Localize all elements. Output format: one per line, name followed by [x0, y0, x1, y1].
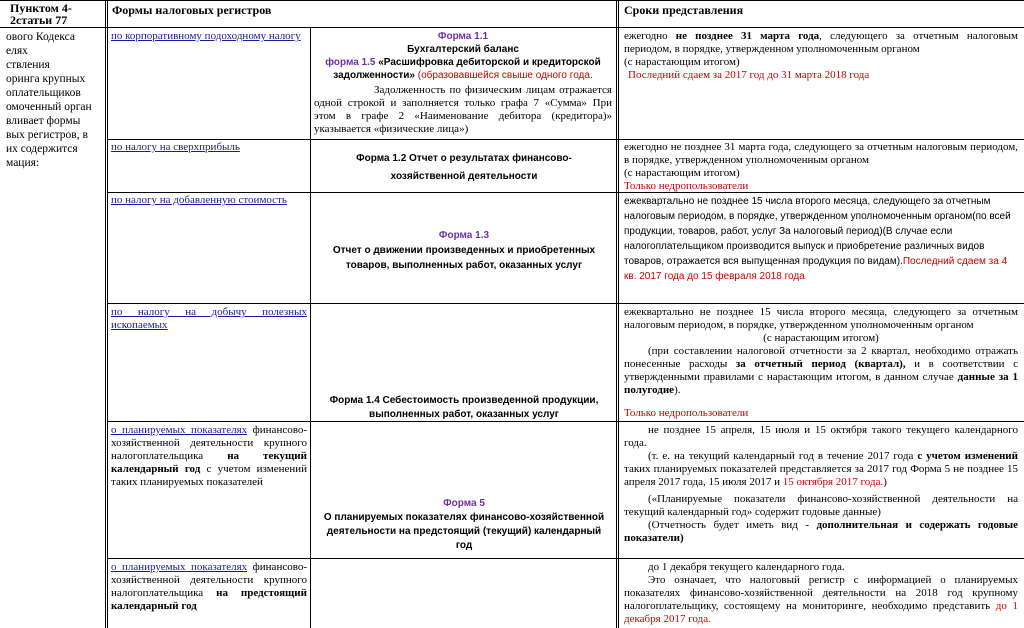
row1-tax: [111, 30, 307, 43]
tax-link-vat[interactable]: по налогу на добавленную стоимость: [111, 194, 287, 206]
deadline-text: ): [883, 476, 887, 488]
col1-line: вых регистров, в: [6, 129, 88, 141]
form2-note: (образовавшейся свыше одного года.: [417, 70, 593, 81]
deadline-bold: с учетом изменений: [917, 450, 1018, 462]
row3-tax: [111, 194, 307, 207]
row2-deadline: [624, 141, 1018, 193]
deadline-text: Это означает, что налоговый регистр с информацией о планируемых показателях финансово-хозяйственной деятельности на 2018 год крупному налогоплательщику, состоящему на мониторинге, необходимо представить: [624, 574, 1018, 612]
deadline-text: таких планируемых показателей представляется за 2017 год Форма 5 не позднее 15 апреля 2017 года, 15 июля 2017 и: [624, 463, 1018, 488]
form-title: Бухгалтерский баланс: [407, 44, 519, 55]
row6-deadline: [624, 561, 1018, 628]
row4-tax: [111, 306, 307, 332]
deadline-red: Последний сдаем за 2017 год до 31 марта 2018 года: [628, 69, 870, 81]
deadline-rest: , следующего за отчетным налоговым периодом, в порядке, утвержденном уполномоченным органом: [624, 30, 1018, 55]
tax-link-corporate[interactable]: по корпоративному подоходному налогу: [111, 30, 301, 42]
row1-deadline: [624, 30, 1018, 82]
col1-divider: [105, 0, 108, 628]
tax-link-planned-next[interactable]: о планируемых показателях: [111, 561, 248, 573]
row-separator: [108, 558, 1024, 559]
tax-bold: на текущий календарный год: [111, 450, 307, 475]
row5-tax: [111, 424, 307, 489]
header-col3: Сроки представления: [624, 4, 744, 17]
table-top-border: [0, 0, 1024, 1]
col3-divider: [616, 0, 619, 628]
tax-link-mineral[interactable]: по налогу на добычу полезных ископаемых: [111, 306, 307, 331]
col1-line: ового Кодекса: [6, 31, 76, 43]
deadline-text: ).: [674, 384, 681, 396]
row6-tax: [111, 561, 307, 613]
deadline-text: (при составлении налоговой отчетности за 2 квартал, необходимо отражать понесенные расходы: [624, 345, 1018, 370]
col1-line: елях: [6, 45, 28, 57]
deadline-red: Только недропользователи: [624, 407, 749, 419]
deadline-text: до 1 декабря текущего календарного года.: [648, 561, 845, 573]
col1-body: [6, 30, 104, 180]
tax-link-excess-profit[interactable]: по налогу на сверхприбыль: [111, 141, 240, 153]
tax-bold: на предстоящий календарный год: [111, 587, 307, 612]
deadline-note: (с нарастающим итогом): [624, 167, 740, 179]
row3-deadline: [624, 194, 1018, 284]
tax-text: с учетом изменений таких планируемых показателей: [111, 463, 307, 488]
row2-form: Форма 1.2 Отчет о результатах финансово-хозяйственной деятельности: [356, 153, 572, 182]
form-code: Форма 5: [443, 498, 485, 509]
tax-text: финансово-хозяйственной деятельности крупного налогоплательщика: [111, 561, 307, 599]
deadline-bold: данные за 1 полугодие: [624, 371, 1018, 396]
row5-deadline: [624, 424, 1018, 545]
deadline-text: ежеквартально не позднее 15 числа второго месяца, следующего за отчетным налоговым периодом, в порядке, утвержденном уполномоченным органом(по всей продукции, товаров, работ, услуг За налоговый период)(В случае если налогоплательщиком производится выпуск и приобретение различных видов товаров, отражается вся выпущенная продукция по видам).: [624, 196, 1011, 267]
form-code: Форма 1.1: [437, 31, 489, 42]
deadline-red: Последний сдаем за 4 кв. 2017 года до 15 февраля 2018 года: [624, 256, 1008, 282]
col1-line: их содержится: [6, 143, 78, 155]
row-separator: [108, 139, 1024, 140]
deadline-prefix: ежегодно: [624, 30, 668, 42]
form-description: Задолженность по физическим лицам отражается одной строкой и заполняется только графа 7 «Сумма» При этом в графе 2 «Наименование дебитора (кредитора)» указывается «физические лица»): [314, 84, 612, 135]
col1-line: мация:: [6, 157, 40, 169]
deadline-red: Только недропользователи: [624, 180, 749, 192]
header-bottom-border: [0, 27, 1024, 28]
row1-form: [314, 30, 612, 138]
row2-tax: [111, 141, 307, 154]
row3-form: [322, 228, 606, 273]
header-col1-text: Пунктом 4-2статьи 77: [10, 2, 72, 26]
row-separator: [108, 303, 1024, 304]
tax-text: финансово-хозяйственной деятельности крупного налогоплательщика: [111, 424, 307, 462]
col1-line: омоченный орган: [6, 101, 92, 113]
header-col1: [6, 2, 104, 26]
deadline-text: («Планируемые показатели финансово-хозяйственной деятельности на текущий календарный год» содержит годовые данные): [624, 493, 1018, 518]
deadline-red: 15 октября 2017 года.: [782, 476, 884, 488]
deadline-text: ежеквартально не позднее 15 числа второго месяца, следующего за отчетным налоговым периодом, в порядке, утвержденном уполномоченным органом: [624, 306, 1018, 331]
form2-code: форма 1.5: [325, 57, 376, 68]
deadline-text: и в соответствии с утвержденными правилами с нарастающим итогом, в данном случае: [624, 358, 1018, 383]
col1-line: оринга крупных: [6, 73, 86, 85]
row4-deadline: [624, 306, 1018, 420]
deadline-bold: за отчетный период (квартал),: [735, 358, 906, 370]
form2-title: «Расшифровка дебиторской и кредиторской задолженности»: [333, 57, 601, 81]
form-code: Форма 1.3: [438, 230, 490, 241]
col1-line: оплательщиков: [6, 87, 81, 99]
row5-form: [318, 497, 610, 553]
form-subcol-divider: [310, 27, 311, 628]
deadline-bold: дополнительная и содержать годовые показатели): [624, 519, 1018, 544]
form-title: О планируемых показателях финансово-хозяйственной деятельности на предстоящий (текущий) календарный год: [323, 512, 605, 551]
header-col2: Формы налоговых регистров: [112, 4, 272, 17]
form-title: Отчет о движении произведенных и приобретенных товаров, выполненных работ, оказанных услуг: [332, 245, 596, 271]
col1-line: вливает формы: [6, 115, 81, 127]
deadline-note: (с нарастающим итогом): [624, 56, 740, 68]
row4-form: Форма 1.4 Себестоимость произведенной продукции, выполненных работ, оказанных услуг: [329, 395, 599, 420]
deadline-text: (т. е. на текущий календарный год в течение 2017 года: [648, 450, 918, 462]
col1-line: ствления: [6, 59, 50, 71]
deadline-red: до 1 декабря 2017 года.: [624, 600, 1018, 625]
deadline-text: не позднее 15 апреля, 15 июля и 15 октября такого текущего календарного года.: [624, 424, 1018, 449]
deadline-text: (Отчетность будет иметь вид -: [648, 519, 817, 531]
deadline-bold: не позднее 31 марта года: [675, 30, 820, 42]
deadline-text: ежегодно не позднее 31 марта года, следующего за отчетным налоговым периодом, в порядке, утвержденном уполномоченным органом: [624, 141, 1018, 166]
deadline-note: (с нарастающим итогом): [763, 332, 879, 344]
tax-link-planned-current[interactable]: о планируемых показателях: [111, 424, 248, 436]
